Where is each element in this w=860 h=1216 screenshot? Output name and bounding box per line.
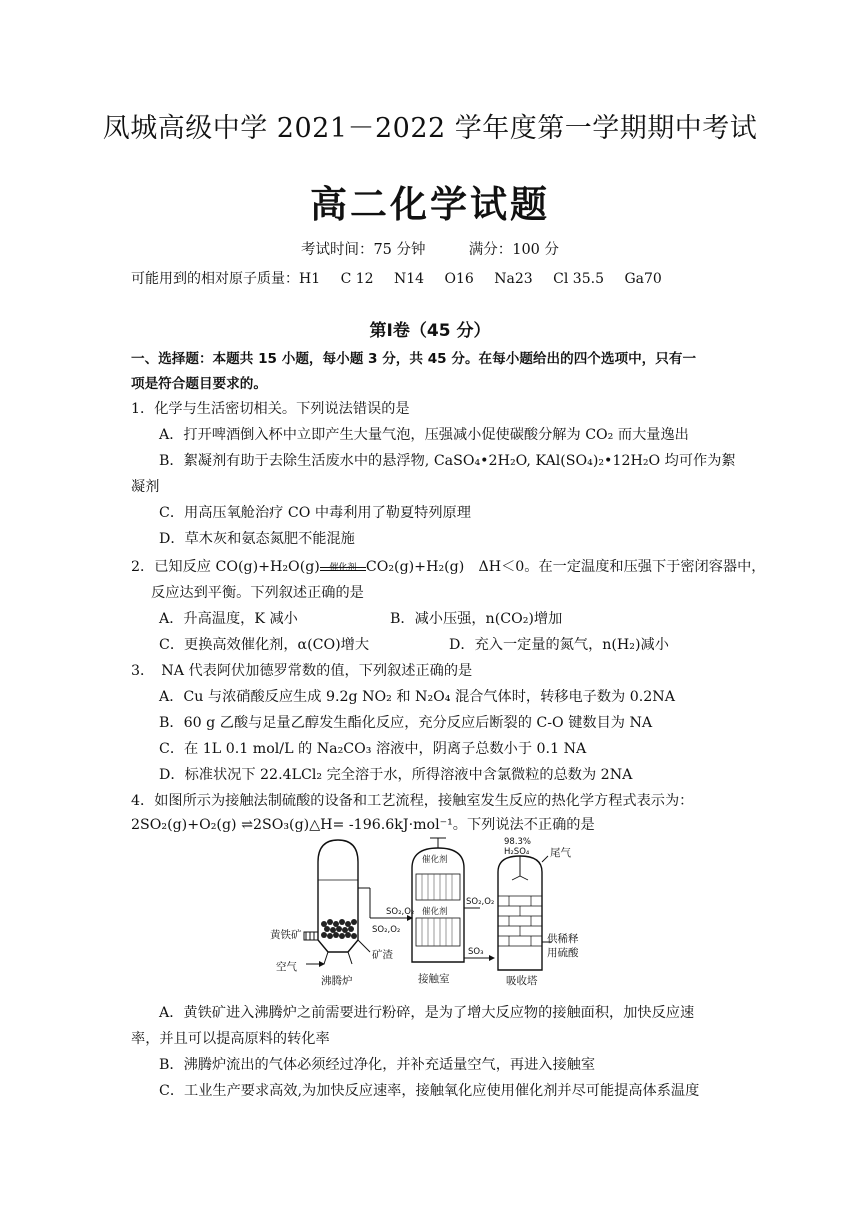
label-acid: H₂SO₄ [504,847,530,857]
q3-option-d: D．标准状况下 22.4LCl₂ 完全溶于水，所得溶液中含氯微粒的总数为 2NA [159,767,633,783]
contact-process-diagram [266,832,746,992]
q2-stem-right: CO₂(g)+H₂(g) ΔH＜0。在一定温度和压强下于密闭容器中， [365,559,766,575]
full-score: 满分：100 分 [468,242,560,258]
label-so2o2-furnace: SO₂,O₂ [372,925,401,935]
label-dilute-1: 供稀释 [547,933,579,945]
q1-option-d: D．草木灰和氨态氮肥不能混施 [159,531,355,547]
atomic-mass-o: O16 [444,271,474,287]
q2-stem [131,556,766,576]
q1-option-b-cont: 凝剂 [131,479,160,495]
label-contact-chamber: 接触室 [418,973,450,985]
q1-stem: 1．化学与生活密切相关。下列说法错误的是 [131,401,410,417]
atomic-mass-ga: Ga70 [624,271,662,287]
atomic-masses [131,268,678,288]
label-air: 空气 [276,961,297,973]
label-furnace: 沸腾炉 [321,975,353,987]
q4-option-a: A．黄铁矿进入沸腾炉之前需要进行粉碎，是为了增大反应物的接触面积，加快反应速 [159,1005,695,1021]
section-title: 第Ⅰ卷（45 分） [369,321,491,341]
label-acid-percent: 98.3% [504,837,532,847]
exam-meta [0,238,860,259]
instruction-line: 项是符合题目要求的。 [131,376,267,392]
atomic-mass-label: 可能用到的相对原子质量：H1 [131,271,321,287]
label-so2o2-outlet: SO₂,O₂ [466,897,495,907]
q2-stem-cont: 反应达到平衡。下列叙述正确的是 [151,585,364,601]
q2-option-c: C．更换高效催化剂，α(CO)增大 [159,637,370,653]
label-pyrite: 黄铁矿 [270,929,302,941]
exam-title: 凤城高级中学 2021－2022 学年度第一学期期中考试 [102,113,758,144]
q4-option-c: C．工业生产要求高效,为加快反应速率，接触氧化应使用催化剂并尽可能提高体系温度 [159,1083,700,1099]
section-instruction [131,347,731,397]
label-dilute-2: 用硫酸 [547,947,579,959]
q4-option-a-cont: 率，并且可以提高原料的转化率 [131,1031,330,1047]
atomic-mass-cl: Cl 35.5 [553,271,604,287]
instruction-line: 一、选择题：本题共 15 小题，每小题 3 分，共 45 分。在每小题给出的四个选项中，只有一 [131,351,697,367]
q1-option-c: C．用高压氧舱治疗 CO 中毒利用了勒夏特列原理 [159,505,471,521]
absorption-tower [480,856,552,970]
label-absorber: 吸收塔 [506,975,538,987]
exam-time: 考试时间：75 分钟 [300,242,426,258]
label-slag: 矿渣 [372,949,393,961]
q1-option-b: B．絮凝剂有助于去除生活废水中的悬浮物, CaSO₄•2H₂O, KAl(SO₄)₂•12H₂O 均可作为絮 [159,453,736,469]
label-so2o2-inlet: SO₂,O₂ [386,907,415,917]
q2-option-b: B．减小压强，n(CO₂)增加 [390,611,563,627]
q2-option-a: A．升高温度，K 减小 [159,611,298,627]
label-tail-gas: 尾气 [550,847,571,859]
exam-subtitle: 高二化学试题 [310,183,550,226]
label-catalyst-1: 催化剂 [422,855,448,865]
atomic-mass-n: N14 [394,271,425,287]
q4-option-b: B．沸腾炉流出的气体必须经过净化，并补充适量空气，再进入接触室 [159,1057,596,1073]
boiling-furnace [304,840,370,964]
label-catalyst-2: 催化剂 [422,907,448,917]
label-so3: SO₃ [468,947,484,957]
q4-stem: 4．如图所示为接触法制硫酸的设备和工艺流程，接触室发生反应的热化学方程式表示为： [131,793,694,809]
q3-option-b: B．60 g 乙酸与足量乙醇发生酯化反应，充分反应后断裂的 C-O 键数目为 NA [159,715,653,731]
q3-stem: 3． NA 代表阿伏加德罗常数的值，下列叙述正确的是 [131,663,473,679]
q4-equation: 2SO₂(g)+O₂(g) ⇌2SO₃(g)△H= -196.6kJ·mol⁻¹。下列说法不正确的是 [131,817,595,833]
atomic-mass-c: C 12 [340,271,374,287]
q3-option-c: C．在 1L 0.1 mol/L 的 Na₂CO₃ 溶液中，阴离子总数小于 0.1 NA [159,741,587,757]
q2-stem-left: 2．已知反应 CO(g)+H₂O(g) [131,559,320,575]
atomic-mass-na: Na23 [494,271,533,287]
q1-option-a: A．打开啤酒倒入杯中立即产生大量气泡，压强减小促使碳酸分解为 CO₂ 而大量逸出 [159,427,689,443]
q2-option-d: D．充入一定量的氮气，n(H₂)减小 [449,637,669,653]
catalyst-label: 催化剂 [329,563,357,573]
q3-option-a: A．Cu 与浓硝酸反应生成 9.2g NO₂ 和 N₂O₄ 混合气体时，转移电子数为 0.2NA [159,689,675,705]
